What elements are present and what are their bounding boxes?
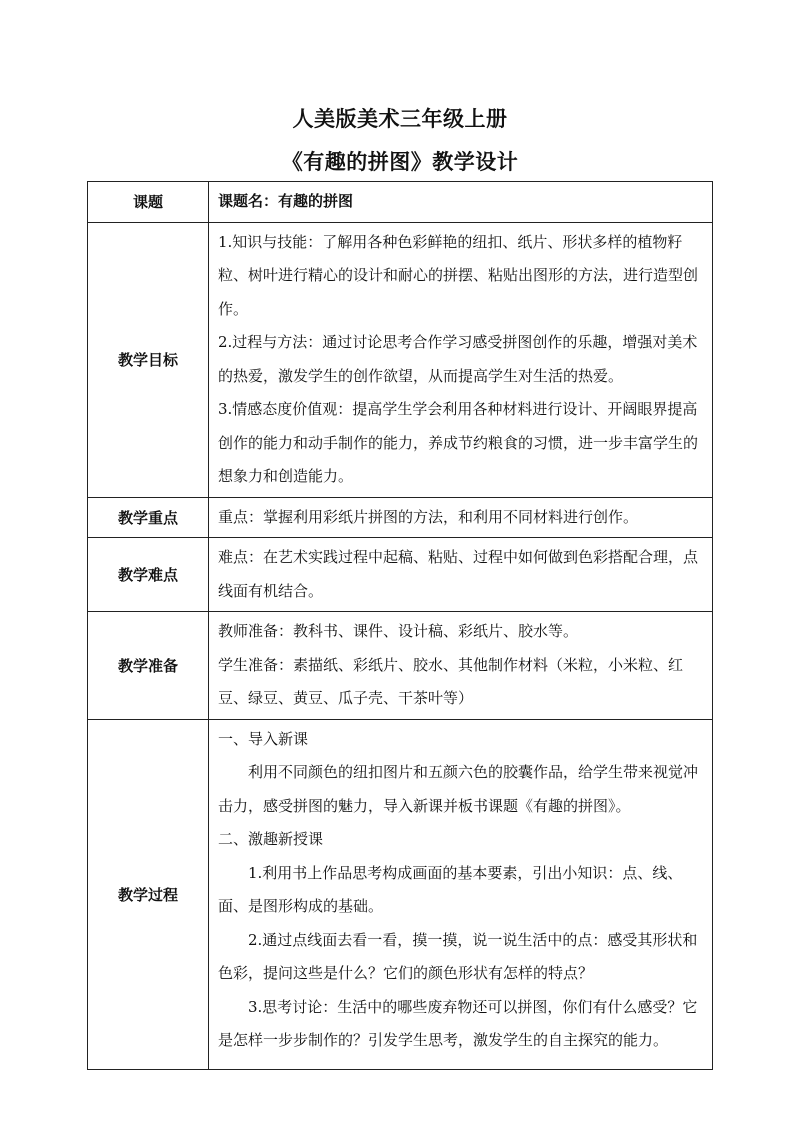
content-topic: 课题名：有趣的拼图 bbox=[209, 182, 713, 223]
process-step: 1.利用书上作品思考构成画面的基本要素，引出小知识：点、线、面、是图形构成的基础。 bbox=[218, 863, 683, 915]
label-difficulties: 教学难点 bbox=[88, 538, 209, 612]
process-section-title: 一、导入新课 bbox=[218, 729, 309, 748]
content-preparation bbox=[209, 612, 713, 720]
label-topic: 课题 bbox=[88, 182, 209, 223]
row-difficulties bbox=[88, 538, 713, 612]
label-objectives: 教学目标 bbox=[88, 222, 209, 497]
content-process bbox=[209, 719, 713, 1069]
objective-item: 1.知识与技能：了解用各种色彩鲜艳的纽扣、纸片、形状多样的植物籽粒、树叶进行精心的设计和耐心的拼摆、粘贴出图形的方法，进行造型创作。 bbox=[218, 232, 699, 318]
label-process: 教学过程 bbox=[88, 719, 209, 1069]
row-topic bbox=[88, 182, 713, 223]
content-difficulties: 难点：在艺术实践过程中起稿、粘贴、过程中如何做到色彩搭配合理，点线面有机结合。 bbox=[209, 538, 713, 612]
row-key-points bbox=[88, 497, 713, 538]
process-section-text: 利用不同颜色的纽扣图片和五颜六色的胶囊作品，给学生带来视觉冲击力，感受拼图的魅力，导入新课并板书课题《有趣的拼图》。 bbox=[218, 763, 699, 815]
lesson-plan-table bbox=[87, 181, 713, 1070]
row-preparation bbox=[88, 612, 713, 720]
process-step: 3.思考讨论：生活中的哪些废弃物还可以拼图，你们有什么感受？它是怎样一步步制作的？引发学生思考，激发学生的自主探究的能力。 bbox=[218, 997, 698, 1049]
process-step: 2.通过点线面去看一看，摸一摸，说一说生活中的点：感受其形状和色彩，提问这些是什么？它们的颜色形状有怎样的特点？ bbox=[218, 930, 698, 982]
label-preparation: 教学准备 bbox=[88, 612, 209, 720]
label-key-points: 教学重点 bbox=[88, 497, 209, 538]
objective-item: 3.情感态度价值观：提高学生学会利用各种材料进行设计、开阔眼界提高创作的能力和动手制作的能力，养成节约粮食的习惯，进一步丰富学生的想象力和创造能力。 bbox=[218, 400, 699, 485]
row-process bbox=[88, 719, 713, 1069]
objective-item: 2.过程与方法：通过讨论思考合作学习感受拼图创作的乐趣，增强对美术的热爱，激发学生的创作欲望，从而提高学生对生活的热爱。 bbox=[218, 333, 698, 385]
preparation-item: 教师准备：教科书、课件、设计稿、彩纸片、胶水等。 bbox=[218, 622, 579, 640]
document-title: 人美版美术三年级上册 bbox=[292, 107, 508, 131]
content-key-points: 重点：掌握利用彩纸片拼图的方法，和利用不同材料进行创作。 bbox=[209, 497, 713, 538]
row-objectives bbox=[88, 222, 713, 497]
document-subtitle: 《有趣的拼图》教学设计 bbox=[281, 150, 519, 174]
preparation-item: 学生准备：素描纸、彩纸片、胶水、其他制作材料（米粒，小米粒、红豆、绿豆、黄豆、瓜子壳、干茶叶等） bbox=[218, 655, 684, 707]
process-section-title: 二、激趣新授课 bbox=[218, 830, 324, 848]
content-objectives bbox=[209, 222, 713, 497]
